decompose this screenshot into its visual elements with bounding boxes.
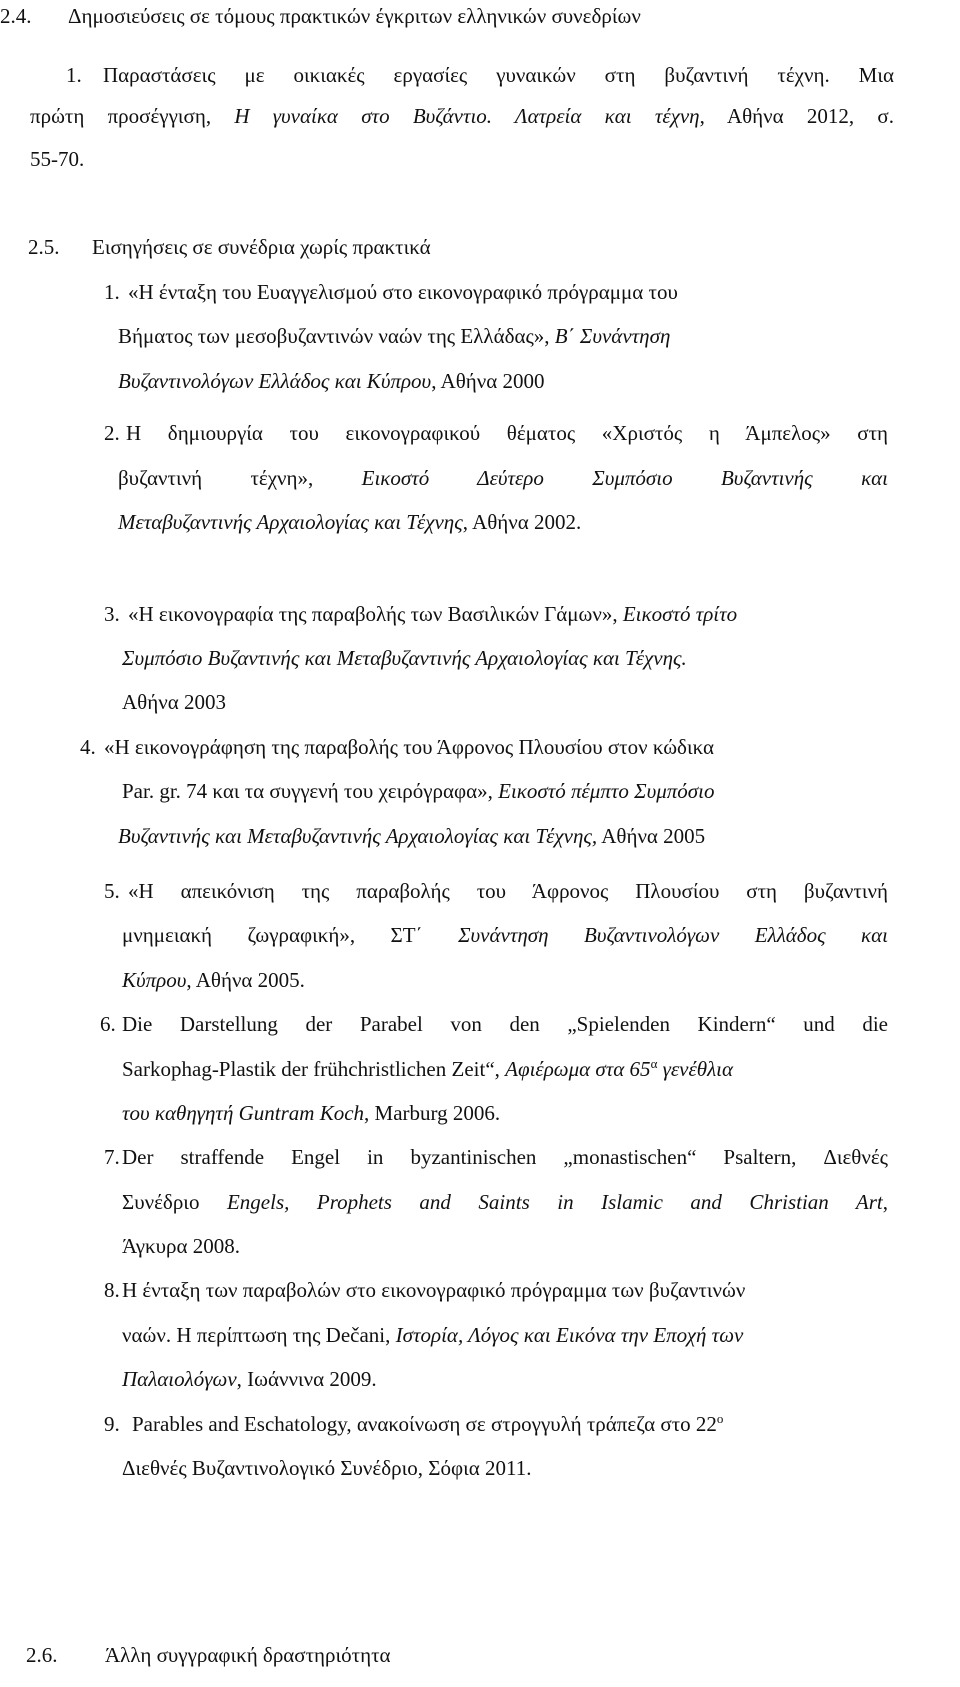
entry-text-line: Παραστάσεις με οικιακές εργασίες γυναικών στη βυζαντινή τέχνη. Μια (103, 63, 894, 87)
section-number: 2.5. (28, 235, 60, 259)
entry-number: 1. (104, 280, 120, 304)
entry-text-line: Parables and Eschatology, ανακοίνωση σε στρογγυλή τράπεζα στο $22^o$ (132, 1411, 724, 1436)
entry-text-line: 55-70. (30, 147, 85, 171)
entry-text-line: Συνέδριο Engels, Prophets and Saints in Islamic and Christian Art, (122, 1190, 888, 1214)
entry-number: 7. (104, 1145, 120, 1169)
section-number: 2.6. (26, 1643, 58, 1667)
entry-number: 1. (66, 63, 82, 87)
entry-number: 6. (100, 1012, 116, 1036)
entry-text-line: Παλαιολόγων, Ιωάννινα 2009. (122, 1367, 377, 1391)
section-title: Δημοσιεύσεις σε τόμους πρακτικών έγκριτων ελληνικών συνεδρίων (68, 4, 641, 28)
entry-number: 9. (104, 1412, 120, 1436)
entry-text-line: Sarkophag-Plastik der frühchristlichen Zeit“, Αφιέρωμα στα $65^\alpha$ γενέθλια (122, 1056, 734, 1081)
entry-text-line: Βυζαντινής και Μεταβυζαντινής Αρχαιολογίας και Τέχνης, Αθήνα 2005 (118, 824, 706, 848)
entry-text-line: πρώτη προσέγγιση, Η γυναίκα στο Βυζάντιο. Λατρεία και τέχνη, Αθήνα 2012, σ. (30, 104, 894, 128)
entry-text-line: «Η εικονογραφία της παραβολής των Βασιλικών Γάμων», Εικοστό τρίτο (128, 602, 738, 626)
entry-text-line: Die Darstellung der Parabel von den „Spielenden Kindern“ und die (122, 1012, 888, 1036)
entry-text-line: ναών. Η περίπτωση της Dečani, Ιστορία, Λόγος και Εικόνα την Εποχή των (122, 1323, 744, 1347)
entry-number: 5. (104, 879, 120, 903)
entry-text-line: Αθήνα 2003 (122, 690, 226, 714)
entry-text-line: «Η απεικόνιση της παραβολής του Άφρονος Πλουσίου στη βυζαντινή (128, 879, 888, 903)
entry-text-line: Par. gr. 74 και τα συγγενή του χειρόγραφα», Εικοστό πέμπτο Συμπόσιο (122, 779, 715, 803)
entry-text-line: «Η εικονογράφηση της παραβολής του Άφρονος Πλουσίου στον κώδικα (104, 735, 715, 759)
entry-text-line: μνημειακή ζωγραφική», ΣΤ΄ Συνάντηση Βυζαντινολόγων Ελλάδος και (122, 923, 888, 947)
section-title: Εισηγήσεις σε συνέδρια χωρίς πρακτικά (92, 235, 431, 259)
entry-text-line: Κύπρου, Αθήνα 2005. (122, 968, 305, 992)
entry-text-line: Η δημιουργία του εικονογραφικού θέματος «Χριστός η Άμπελος» στη (126, 421, 888, 445)
entry-text-line: «Η ένταξη του Ευαγγελισμού στο εικονογραφικό πρόγραμμα του (128, 280, 678, 304)
entry-text-line: Η ένταξη των παραβολών στο εικονογραφικό πρόγραμμα των βυζαντινών (122, 1278, 746, 1302)
entry-number: 8. (104, 1278, 120, 1302)
entry-text-line: Διεθνές Βυζαντινολογικό Συνέδριο, Σόφια 2011. (122, 1456, 532, 1480)
entry-text-line: Βυζαντινολόγων Ελλάδος και Κύπρου, Αθήνα 2000 (118, 369, 545, 393)
section-number: 2.4. (0, 4, 32, 28)
entry-text-line: βυζαντινή τέχνη», Εικοστό Δεύτερο Συμπόσιο Βυζαντινής και (118, 466, 889, 490)
entry-text-line: Άγκυρα 2008. (122, 1234, 240, 1258)
section-title: Άλλη συγγραφική δραστηριότητα (105, 1643, 391, 1667)
entry-number: 3. (104, 602, 120, 626)
entry-text-line: του καθηγητή Guntram Koch, Marburg 2006. (122, 1101, 501, 1125)
entry-text-line: Μεταβυζαντινής Αρχαιολογίας και Τέχνης, Αθήνα 2002. (118, 510, 582, 534)
entry-text-line: Συμπόσιο Βυζαντινής και Μεταβυζαντινής Αρχαιολογίας και Τέχνης. (122, 646, 687, 670)
entry-text-line: Der straffende Engel in byzantinischen „monastischen“ Psaltern, Διεθνές (122, 1145, 888, 1169)
entry-text-line: Βήματος των μεσοβυζαντινών ναών της Ελλάδας», Β΄ Συνάντηση (118, 324, 671, 348)
entry-number: 4. (80, 735, 96, 759)
entry-number: 2. (104, 421, 120, 445)
